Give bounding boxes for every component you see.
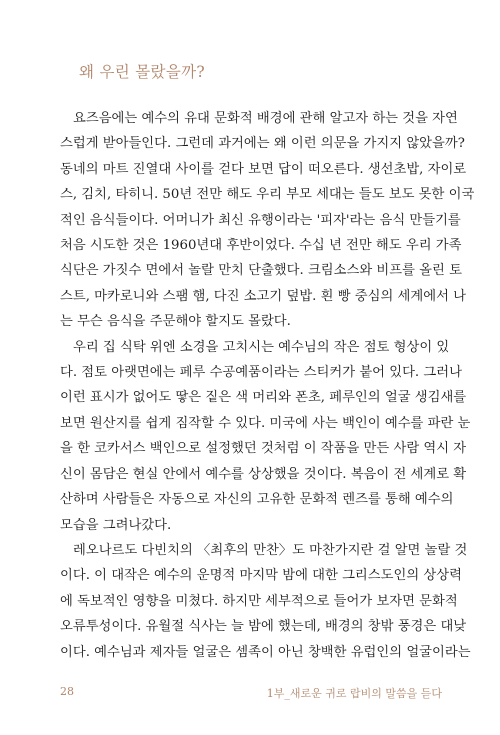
text-line: 이런 표시가 없어도 땋은 짙은 색 머리와 폰초, 페루인의 얼굴 생김새를	[60, 390, 467, 406]
paragraph	[60, 106, 475, 335]
page-number: 28	[60, 685, 74, 698]
paragraph	[60, 538, 471, 665]
text-line: 요즈음에는 예수의 유대 문화적 배경에 관해 알고자 하는 것을 자연	[73, 111, 458, 126]
body-text	[60, 106, 475, 665]
text-line: 신이 몸담은 현실 안에서 예수를 상상했을 것이다. 복음이 전 세계로 확	[60, 466, 467, 482]
text-line: 을 한 코카서스 백인으로 설정했던 것처럼 이 작품을 만든 사람 역시 자	[60, 441, 467, 457]
section-heading: 왜 우린 몰랐을까?	[79, 63, 205, 81]
text-line: 스럽게 받아들인다. 그런데 과거에는 왜 이런 의문을 가지지 않았을까?	[60, 136, 465, 152]
text-line: 이다. 이 대작은 예수의 운명적 마지막 밤에 대한 그리스도인의 상상력	[60, 568, 462, 584]
text-line: 이다. 예수님과 제자들 얼굴은 셈족이 아닌 창백한 유럽인의 얼굴이라는	[60, 644, 471, 660]
text-line: 적인 음식들이다. 어머니가 최신 유행이라는 '피자'라는 음식 만들기를	[60, 212, 461, 228]
text-line: 레오나르도 다빈치의 〈최후의 만찬〉도 마찬가지란 걸 알면 놀랄 것	[73, 542, 468, 558]
text-line: 처음 시도한 것은 1960년대 후반이었다. 수십 년 전만 해도 우리 가족	[60, 238, 462, 254]
text-line: 오류투성이다. 유월절 식사는 늘 밤에 했는데, 배경의 창밖 풍경은 대낮	[60, 619, 467, 635]
text-line: 는 무슨 음식을 주문해야 할지도 몰랐다.	[60, 314, 291, 330]
text-line: 스, 김치, 타히니. 50년 전만 해도 우리 부모 세대는 들도 보도 못한 이국	[60, 187, 475, 203]
text-line: 스트, 마카로니와 스팸 햄, 다진 소고기 덮밥. 흰 빵 중심의 세계에서 나	[60, 288, 466, 304]
text-line: 식단은 가짓수 면에서 놀랄 만치 단출했다. 크림소스와 비프를 올린 토	[60, 263, 462, 279]
text-line: 우리 집 식탁 위엔 소경을 고치시는 예수님의 작은 점토 형상이 있	[73, 339, 450, 355]
text-line: 모습을 그려나갔다.	[60, 517, 172, 533]
running-title: 1부_새로운 귀로 랍비의 말씀을 듣다	[266, 687, 442, 700]
text-line: 산하며 사람들은 자동으로 자신의 고유한 문화적 렌즈를 통해 예수의	[60, 492, 454, 508]
text-line: 에 독보적인 영향을 미쳤다. 하지만 세부적으로 들어가 보자면 문화적	[60, 593, 458, 609]
text-line: 보면 원산지를 쉽게 짐작할 수 있다. 미국에 사는 백인이 예수를 파란 눈	[60, 415, 471, 431]
paragraph	[60, 335, 471, 538]
text-line: 동네의 마트 진열대 사이를 걷다 보면 답이 떠오른다. 생선초밥, 자이로	[60, 161, 467, 177]
text-line: 다. 점토 아랫면에는 페루 수공예품이라는 스티커가 붙어 있다. 그러나	[60, 365, 462, 381]
